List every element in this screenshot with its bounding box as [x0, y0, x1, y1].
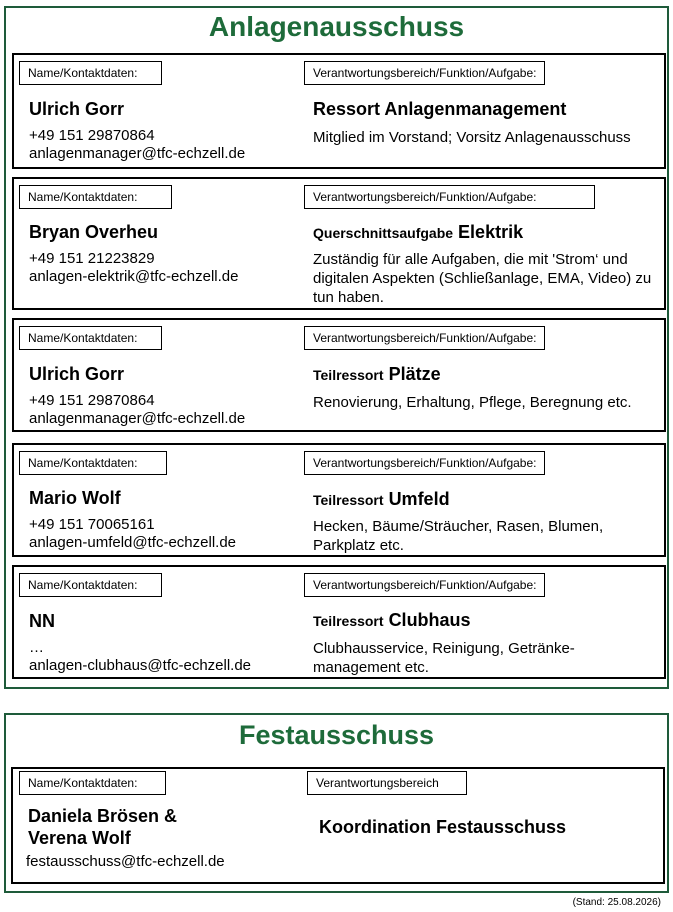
label-name-contact: Name/Kontaktdaten:	[19, 326, 162, 350]
member-role: Querschnittsaufgabe Elektrik	[313, 222, 524, 242]
member-role: Ressort Anlagenmanagement	[313, 99, 567, 119]
member-name: Ulrich Gorr	[29, 364, 125, 384]
label-name-contact: Name/Kontaktdaten:	[19, 185, 172, 209]
label-name-contact: Name/Kontaktdaten:	[19, 573, 162, 597]
member-description: Renovierung, Erhaltung, Pflege, Beregnung etc.	[313, 394, 632, 411]
member-role: Teilressort Clubhaus	[313, 610, 471, 630]
member-name: Ulrich Gorr	[29, 99, 125, 119]
member-email: anlagenmanager@tfc-echzell.de	[29, 145, 246, 162]
member-email: anlagen-clubhaus@tfc-echzell.de	[29, 657, 252, 674]
label-responsibility: Verantwortungsbereich/Funktion/Aufgabe:	[304, 326, 545, 350]
member-email: anlagenmanager@tfc-echzell.de	[29, 410, 246, 427]
member-name: Bryan Overheu	[29, 222, 159, 242]
member-email: festausschuss@tfc-echzell.de	[26, 853, 225, 870]
member-phone: …	[29, 639, 44, 656]
section-anlagenausschuss	[4, 6, 669, 689]
label-name-contact: Name/Kontaktdaten:	[19, 451, 167, 475]
label-responsibility: Verantwortungsbereich/Funktion/Aufgabe:	[304, 185, 595, 209]
member-email: anlagen-elektrik@tfc-echzell.de	[29, 268, 239, 285]
label-responsibility: Verantwortungsbereich/Funktion/Aufgabe:	[304, 451, 545, 475]
member-description: Clubhausservice, Reinigung, Getränke-management etc.	[313, 640, 575, 676]
label-responsibility: Verantwortungsbereich/Funktion/Aufgabe:	[304, 573, 545, 597]
label-responsibility: Verantwortungsbereich	[307, 771, 467, 795]
member-phone: +49 151 21223829	[29, 250, 155, 267]
member-card	[11, 767, 665, 884]
member-card	[12, 177, 666, 310]
member-card	[12, 318, 666, 432]
member-description: Hecken, Bäume/Sträucher, Rasen, Blumen, Parkplatz etc.	[313, 518, 604, 554]
label-name-contact: Name/Kontaktdaten:	[19, 61, 162, 85]
member-card	[12, 565, 666, 679]
member-role: Koordination Festausschuss	[319, 817, 567, 837]
member-phone: +49 151 29870864	[29, 127, 155, 144]
member-name: NN	[29, 611, 55, 631]
section-festausschuss	[4, 713, 669, 893]
member-card	[12, 443, 666, 557]
stand-date: (Stand: 25.08.2026)	[572, 897, 661, 908]
member-role: Teilressort Umfeld	[313, 489, 450, 509]
member-name: Daniela Brösen & Verena Wolf	[28, 806, 178, 848]
member-name: Mario Wolf	[29, 488, 121, 508]
member-email: anlagen-umfeld@tfc-echzell.de	[29, 534, 237, 551]
label-name-contact: Name/Kontaktdaten:	[19, 771, 166, 795]
member-phone: +49 151 70065161	[29, 516, 155, 533]
section-title: Festausschuss	[238, 720, 435, 750]
member-role: Teilressort Plätze	[313, 364, 441, 384]
section-title: Anlagenausschuss	[208, 11, 465, 42]
member-description: Zuständig für alle Aufgaben, die mit 'Strom‘ und digitalen Aspekten (Schließanlage, EMA, Video) zu tun haben.	[313, 251, 652, 306]
member-card	[12, 53, 666, 169]
member-description: Mitglied im Vorstand; Vorsitz Anlagenausschuss	[313, 129, 631, 146]
member-phone: +49 151 29870864	[29, 392, 155, 409]
label-responsibility: Verantwortungsbereich/Funktion/Aufgabe:	[304, 61, 545, 85]
